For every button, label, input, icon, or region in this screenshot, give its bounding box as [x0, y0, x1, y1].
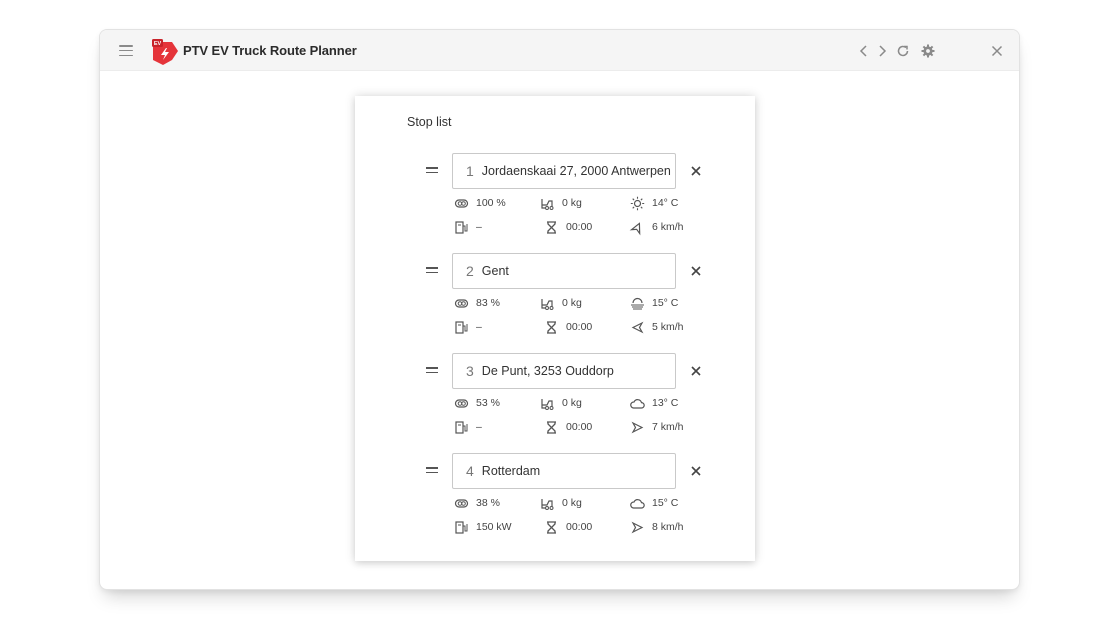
load-value: 0 kg	[562, 197, 582, 209]
weather-metric	[630, 395, 678, 411]
load-metric	[540, 395, 582, 411]
duration-metric	[544, 419, 592, 435]
wind-value: 6 km/h	[652, 221, 684, 233]
charging-station-icon	[454, 320, 469, 335]
temperature-value: 14° C	[652, 197, 679, 209]
battery-value: 53 %	[476, 397, 500, 409]
battery-metric	[454, 495, 500, 511]
charging-value: –	[476, 421, 482, 433]
refresh-icon[interactable]	[895, 43, 911, 59]
gear-icon[interactable]	[920, 43, 936, 59]
duration-metric	[544, 319, 592, 335]
temperature-value: 15° C	[652, 497, 679, 509]
duration-value: 00:00	[566, 521, 593, 533]
drag-handle-icon[interactable]	[426, 367, 438, 375]
forklift-icon	[540, 496, 555, 511]
charging-metric	[454, 319, 482, 335]
drag-handle-icon[interactable]	[426, 267, 438, 275]
stop-address: Gent	[481, 264, 509, 278]
remove-stop-button[interactable]	[690, 165, 702, 177]
temperature-value: 15° C	[652, 297, 679, 309]
battery-value: 83 %	[476, 297, 500, 309]
weather-metric	[630, 295, 678, 311]
load-metric	[540, 295, 582, 311]
stop-number: 1	[466, 163, 474, 179]
stop-address: Jordaenskaai 27, 2000 Antwerpen	[481, 164, 671, 178]
remove-stop-button[interactable]	[690, 465, 702, 477]
wind-arrow-icon	[630, 420, 645, 435]
weather-metric	[630, 195, 678, 211]
battery-value: 100 %	[476, 197, 506, 209]
battery-icon	[454, 196, 469, 211]
charging-metric	[454, 419, 482, 435]
wind-metric	[630, 519, 684, 535]
battery-metric	[454, 395, 500, 411]
battery-icon	[454, 496, 469, 511]
chevron-right-icon[interactable]	[874, 43, 890, 59]
fog-icon	[630, 296, 645, 311]
forklift-icon	[540, 196, 555, 211]
close-icon[interactable]	[989, 43, 1005, 59]
stop-item-2	[355, 253, 755, 349]
remove-stop-button[interactable]	[690, 365, 702, 377]
charging-value: 150 kW	[476, 521, 512, 533]
wind-arrow-icon	[630, 520, 645, 535]
forklift-icon	[540, 396, 555, 411]
weather-metric	[630, 495, 678, 511]
wind-metric	[630, 419, 684, 435]
drag-handle-icon[interactable]	[426, 467, 438, 475]
charging-metric	[454, 519, 512, 535]
charging-station-icon	[454, 220, 469, 235]
battery-value: 38 %	[476, 497, 500, 509]
wind-value: 8 km/h	[652, 521, 684, 533]
duration-value: 00:00	[566, 221, 593, 233]
battery-icon	[454, 396, 469, 411]
wind-value: 5 km/h	[652, 321, 684, 333]
stop-number: 2	[466, 263, 474, 279]
load-value: 0 kg	[562, 397, 582, 409]
stop-number: 3	[466, 363, 474, 379]
stop-number: 4	[466, 463, 474, 479]
duration-value: 00:00	[566, 321, 593, 333]
sun-icon	[630, 196, 645, 211]
charging-metric	[454, 219, 482, 235]
load-metric	[540, 495, 582, 511]
hourglass-icon	[544, 420, 559, 435]
charging-station-icon	[454, 520, 469, 535]
temperature-value: 13° C	[652, 397, 679, 409]
stop-address: Rotterdam	[481, 464, 541, 478]
load-value: 0 kg	[562, 297, 582, 309]
stop-address-field[interactable]	[452, 153, 676, 189]
stop-item-1	[355, 153, 755, 249]
stop-address-field[interactable]	[452, 353, 676, 389]
app-title: PTV EV Truck Route Planner	[183, 43, 357, 58]
wind-arrow-icon	[630, 320, 645, 335]
wind-metric	[630, 219, 684, 235]
duration-metric	[544, 519, 592, 535]
hourglass-icon	[544, 520, 559, 535]
battery-metric	[454, 195, 506, 211]
duration-value: 00:00	[566, 421, 593, 433]
hourglass-icon	[544, 320, 559, 335]
load-value: 0 kg	[562, 497, 582, 509]
wind-arrow-icon	[630, 220, 645, 235]
load-metric	[540, 195, 582, 211]
charging-value: –	[476, 221, 482, 233]
charging-station-icon	[454, 420, 469, 435]
cloud-icon	[630, 396, 645, 411]
stop-item-3	[355, 353, 755, 449]
battery-icon	[454, 296, 469, 311]
wind-value: 7 km/h	[652, 421, 684, 433]
app-logo	[150, 38, 180, 66]
title-bar	[100, 30, 1019, 71]
charging-value: –	[476, 321, 482, 333]
battery-metric	[454, 295, 500, 311]
duration-metric	[544, 219, 592, 235]
wind-metric	[630, 319, 684, 335]
stop-address-field[interactable]	[452, 253, 676, 289]
remove-stop-button[interactable]	[690, 265, 702, 277]
stop-address-field[interactable]	[452, 453, 676, 489]
chevron-left-icon[interactable]	[856, 43, 872, 59]
stop-list-title: Stop list	[407, 115, 452, 129]
menu-icon[interactable]	[119, 45, 133, 56]
svg-text:EV: EV	[153, 41, 162, 48]
cloud-icon	[630, 496, 645, 511]
drag-handle-icon[interactable]	[426, 167, 438, 175]
stop-item-4	[355, 453, 755, 549]
stop-address: De Punt, 3253 Ouddorp	[481, 364, 614, 378]
forklift-icon	[540, 296, 555, 311]
hourglass-icon	[544, 220, 559, 235]
stop-list-panel	[355, 96, 755, 561]
